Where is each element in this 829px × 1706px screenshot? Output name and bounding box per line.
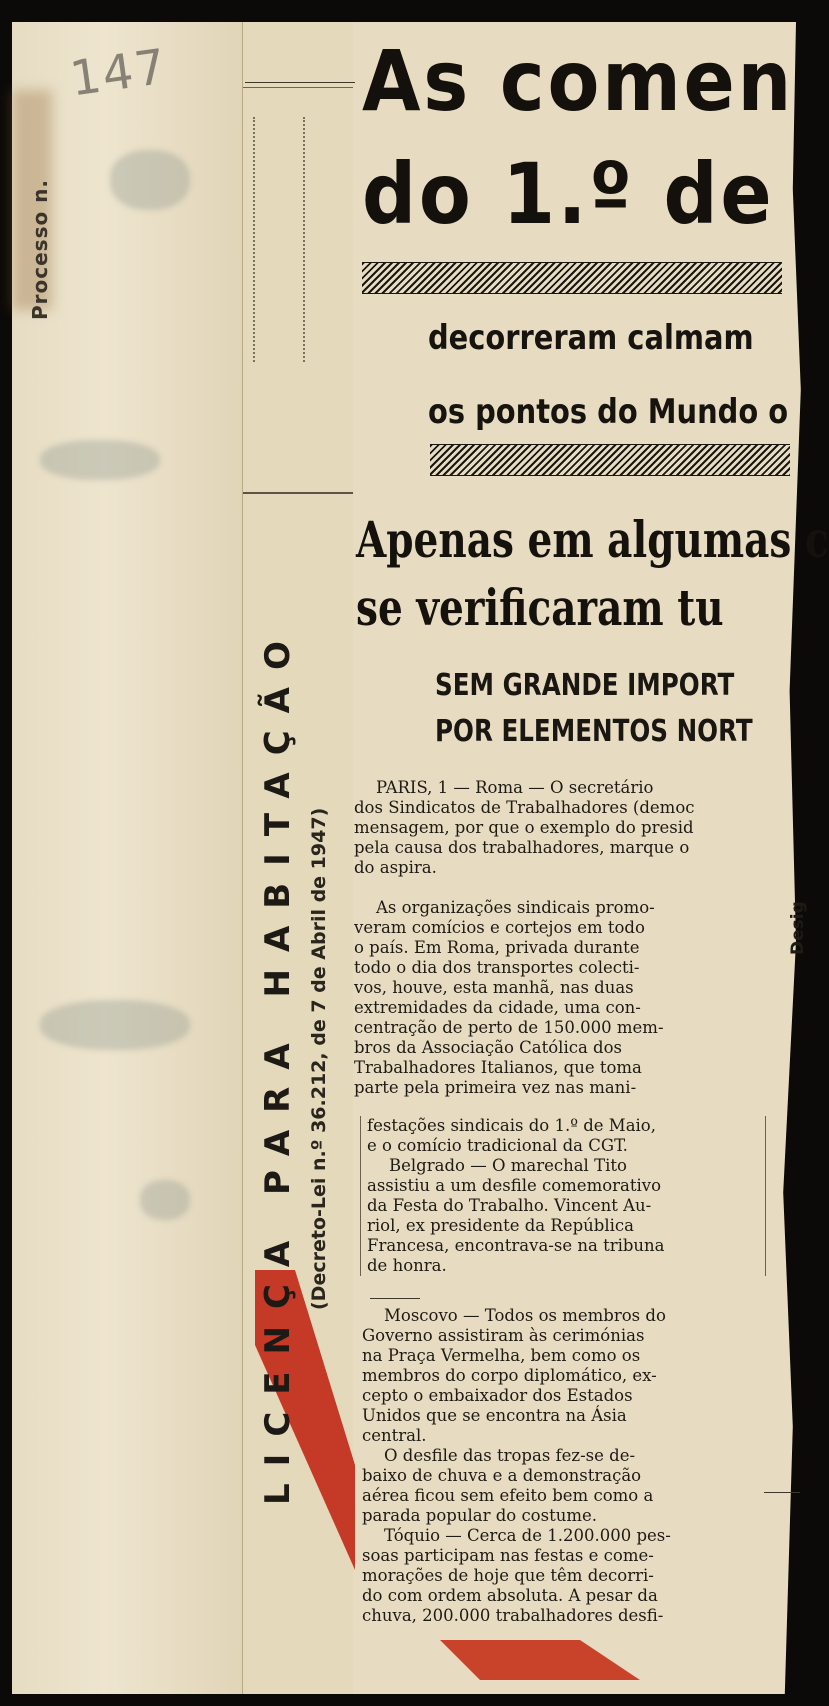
handwritten-number: 147 xyxy=(66,38,172,108)
column-c xyxy=(362,1306,762,1626)
text-line: o país. Em Roma, privada durante xyxy=(354,938,640,957)
text-line: Francesa, encontrava-se na tribuna xyxy=(367,1236,665,1255)
text-line: Trabalhadores Italianos, que toma xyxy=(354,1058,642,1077)
text-line: Belgrado — O marechal Tito xyxy=(389,1156,627,1175)
text-line: veram comícios e cortejos em todo xyxy=(354,918,645,937)
gray-stain xyxy=(40,440,160,480)
text-line: bros da Associação Católica dos xyxy=(354,1038,623,1057)
text-line: baixo de chuva e a demonstração xyxy=(362,1466,642,1485)
text-line: festações sindicais do 1.º de Maio, xyxy=(367,1116,656,1135)
gray-stain xyxy=(40,1000,190,1050)
text-line: todo o dia dos transportes colecti- xyxy=(354,958,640,977)
text-line: mensagem, por que o exemplo do presid xyxy=(354,818,694,837)
text-line: chuva, 200.000 trabalhadores desfi- xyxy=(362,1606,664,1625)
deck-line-2: se verificaram tu xyxy=(356,578,724,637)
text-line: parada popular do costume. xyxy=(362,1506,597,1525)
dotted-field-line xyxy=(303,117,305,362)
subhead-line-1: decorreram calmam xyxy=(428,318,754,358)
hatched-rule xyxy=(362,262,782,294)
decreto-reference: (Decreto-Lei n.º 36.212, de 7 de Abril de 1947) xyxy=(308,807,330,1310)
separator-rule xyxy=(370,1298,420,1299)
text-line: Tóquio — Cerca de 1.200.000 pes- xyxy=(384,1526,671,1545)
text-line: Governo assistiram às cerimónias xyxy=(362,1326,645,1345)
gray-stain xyxy=(140,1180,190,1220)
form-top-box xyxy=(243,22,353,494)
headline-line-1: As comen xyxy=(362,32,795,130)
text-line: dos Sindicatos de Trabalhadores (democ xyxy=(354,798,695,817)
side-label: Desig xyxy=(788,901,808,955)
text-line: de honra. xyxy=(367,1256,447,1275)
text-line: assistiu a um desfile comemorativo xyxy=(367,1176,662,1195)
text-line: morações de hoje que têm decorri- xyxy=(362,1566,654,1585)
text-line: cepto o embaixador dos Estados xyxy=(362,1386,633,1405)
text-line: vos, houve, esta manhã, nas duas xyxy=(354,978,634,997)
text-line: Unidos que se encontra na Ásia xyxy=(362,1406,627,1425)
text-line: aérea ficou sem efeito bem como a xyxy=(362,1486,654,1505)
form-rule xyxy=(243,87,353,88)
text-line: parte pela primeira vez nas mani- xyxy=(354,1078,637,1097)
text-line: membros do corpo diplomático, ex- xyxy=(362,1366,657,1385)
column-b xyxy=(360,1116,766,1276)
text-line: do com ordem absoluta. A pesar da xyxy=(362,1586,658,1605)
column-a xyxy=(354,898,754,1098)
text-line: extremidades da cidade, uma con- xyxy=(354,998,641,1017)
text-line: na Praça Vermelha, bem como os xyxy=(362,1346,641,1365)
text-line: centração de perto de 150.000 mem- xyxy=(354,1018,664,1037)
text-line: riol, ex presidente da República xyxy=(367,1216,634,1235)
text-line: Moscovo — Todos os membros do xyxy=(384,1306,666,1325)
header-rule xyxy=(245,82,355,83)
text-line: e o comício tradicional da CGT. xyxy=(367,1136,628,1155)
kicker-line-2: POR ELEMENTOS NORT xyxy=(435,714,753,749)
hatched-rule xyxy=(430,444,790,476)
side-rule xyxy=(764,1492,800,1493)
headline-line-2: do 1.º de xyxy=(362,145,775,243)
text-line: soas participam nas festas e come- xyxy=(362,1546,654,1565)
licenca-title: LICENÇA PARA HABITAÇÃO xyxy=(258,624,298,1505)
processo-label: Processo n. xyxy=(28,178,52,320)
gray-stain xyxy=(110,150,190,210)
text-line: PARIS, 1 — Roma — O secretário xyxy=(376,778,654,797)
text-line: do aspira. xyxy=(354,858,437,877)
text-line: da Festa do Trabalho. Vincent Au- xyxy=(367,1196,652,1215)
kicker-line-1: SEM GRANDE IMPORT xyxy=(435,668,735,703)
deck-line-1: Apenas em algumas c xyxy=(356,510,829,569)
text-line: As organizações sindicais promo- xyxy=(376,898,655,917)
subhead-line-2: os pontos do Mundo o xyxy=(428,392,789,432)
text-line: central. xyxy=(362,1426,427,1445)
lead-paragraph xyxy=(354,778,794,878)
text-line: pela causa dos trabalhadores, marque o xyxy=(354,838,690,857)
text-line: O desfile das tropas fez-se de- xyxy=(384,1446,636,1465)
dotted-field-line xyxy=(253,117,255,362)
